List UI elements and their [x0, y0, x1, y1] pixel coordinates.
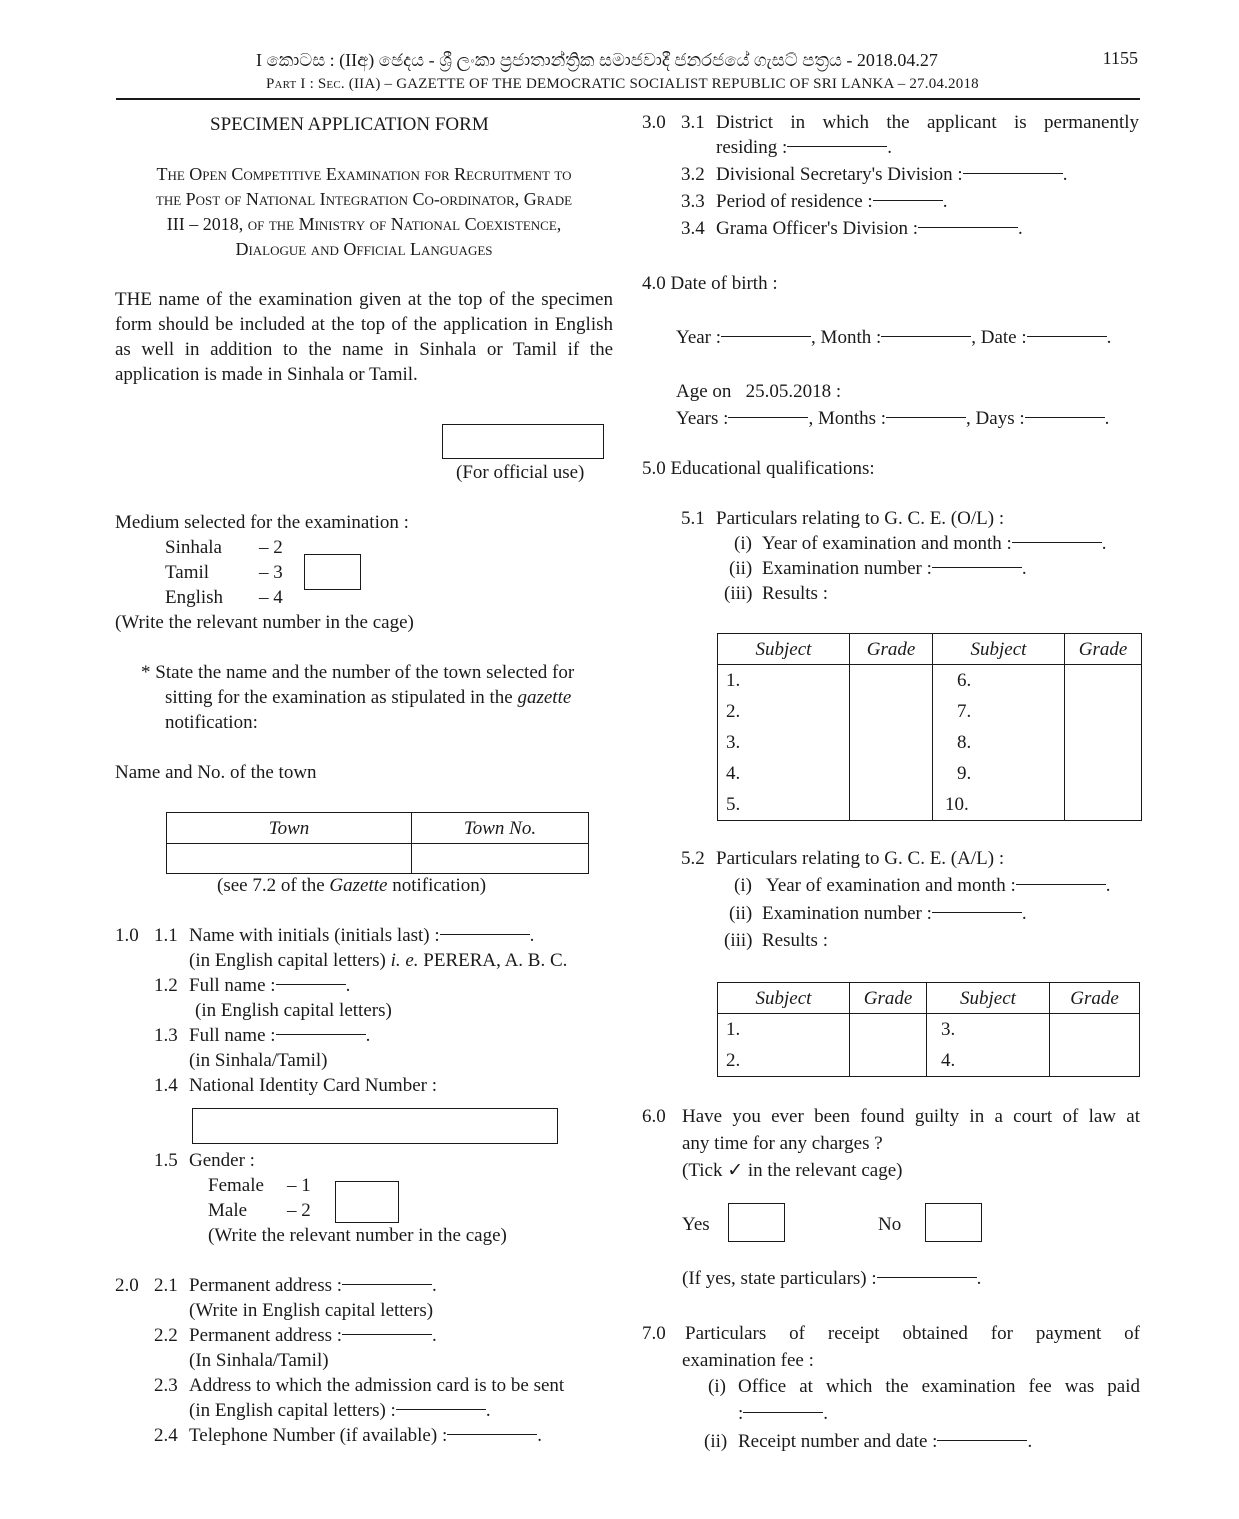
town-note-gazette: Gazette — [329, 875, 388, 896]
fill-line[interactable] — [743, 1402, 823, 1413]
check-icon: ✓ — [727, 1160, 744, 1181]
al-grade-cell[interactable] — [850, 1045, 927, 1077]
medium-code: – 2 — [259, 537, 283, 558]
conviction-question: Have you ever been found guilty in a court of law at — [682, 1106, 1140, 1127]
gender-option: Male — [208, 1200, 248, 1221]
ol-grade-cell[interactable] — [1065, 789, 1142, 821]
field-label: Examination number : — [762, 903, 932, 924]
item-number: 3.1 — [681, 112, 705, 133]
al-grade-header: Grade — [850, 983, 927, 1014]
table-row — [718, 665, 1142, 697]
sub-number: (iii) — [724, 930, 753, 951]
age-on-label: Age on 25.05.2018 : — [676, 381, 842, 402]
al-grade-cell[interactable] — [850, 1014, 927, 1046]
telephone-label: Telephone Number (if available) : . — [189, 1425, 542, 1446]
al-subject-cell[interactable]: 2. — [718, 1045, 850, 1077]
al-title: Particulars relating to G. C. E. (A/L) : — [716, 848, 1005, 869]
field-label: (in English capital letters) : — [189, 1400, 396, 1421]
al-subject-cell[interactable]: 1. — [718, 1014, 850, 1046]
al-subject-cell[interactable]: 4. — [927, 1045, 1050, 1077]
header-sinhala-line: I කොටස : (IIඅ) ඡෙදය - ශ්‍රී ලංකා ප්‍රජාතාන්ත්‍රික සමාජවාදී ජනරජයේ ගැසට් පත්‍රය - 2018.04.27 — [256, 50, 938, 70]
table-row — [718, 758, 1142, 789]
age-line: Years : , Months : , Days : . — [676, 408, 1110, 429]
fee-office-label: Office at which the examination fee was paid — [738, 1376, 1140, 1397]
fill-line[interactable] — [447, 1424, 537, 1435]
exam-title — [115, 162, 613, 262]
age-years-label: Years : — [676, 408, 729, 429]
table-row — [718, 1014, 1140, 1046]
fill-line[interactable] — [276, 974, 346, 985]
ol-subject-cell[interactable]: 5. — [718, 789, 850, 821]
name-with-initials-label: Name with initials (initials last) : . — [189, 925, 535, 946]
al-grade-header: Grade — [1050, 983, 1140, 1014]
medium-option: Tamil — [165, 562, 210, 583]
ol-grade-cell[interactable] — [850, 727, 933, 758]
page-header — [116, 44, 1140, 104]
fill-line[interactable] — [932, 902, 1022, 913]
item-number: 1.2 — [154, 975, 178, 996]
field-label: Telephone Number (if available) : — [189, 1425, 448, 1446]
fill-line[interactable] — [1012, 532, 1102, 543]
medium-cage[interactable] — [304, 554, 361, 590]
ol-grade-cell[interactable] — [850, 665, 933, 697]
medium-code: – 3 — [259, 562, 283, 583]
ol-subject-cell[interactable]: 3. — [718, 727, 850, 758]
no-cage[interactable] — [925, 1203, 982, 1242]
official-use-box — [442, 424, 604, 459]
table-row — [718, 696, 1142, 727]
gender-code: – 2 — [287, 1200, 311, 1221]
intro-paragraph: THE name of the examination given at the top of the specimen form should be included at the top of the application in English as well in addition to the name in Sinhala or Tamil if the application is made in Sinhala or Tamil. — [115, 289, 613, 385]
ol-subject-cell[interactable]: 2. — [718, 696, 850, 727]
fill-line[interactable] — [886, 407, 966, 418]
nic-label: National Identity Card Number : — [189, 1075, 437, 1096]
header-rule — [116, 98, 1140, 100]
town-instruction-line: notification: — [165, 712, 258, 733]
town-instruction-text: sitting for the examination as stipulated in the — [165, 687, 513, 708]
fill-line[interactable] — [728, 407, 808, 418]
town-no-cell[interactable] — [412, 844, 589, 874]
education-title: 5.0 Educational qualifications: — [642, 458, 875, 479]
fee-office-hint: : . — [738, 1403, 829, 1424]
ol-exam-number-label: Examination number : . — [762, 558, 1027, 579]
fill-line[interactable] — [877, 1267, 977, 1278]
permanent-address-english-label: Permanent address : . — [189, 1275, 437, 1296]
ol-grade-cell[interactable] — [850, 789, 933, 821]
field-label: Period of residence : — [716, 191, 873, 212]
exam-title-line: The Open Competitive Examination for Recruitment to — [156, 164, 572, 184]
al-results-label: Results : — [762, 930, 828, 951]
tick-text: (Tick — [682, 1160, 723, 1181]
fill-line[interactable] — [1025, 407, 1105, 418]
section-number: 3.0 — [642, 112, 666, 133]
fill-line[interactable] — [873, 190, 943, 201]
medium-note: (Write the relevant number in the cage) — [115, 612, 414, 633]
full-name-english-label: Full name : . — [189, 975, 351, 996]
sub-number: (ii) — [704, 1431, 728, 1452]
yes-cage[interactable] — [728, 1203, 785, 1242]
official-use-label: (For official use) — [456, 462, 585, 483]
item-number: 2.2 — [154, 1325, 178, 1346]
fill-line[interactable] — [963, 163, 1063, 174]
al-subject-header: Subject — [718, 983, 850, 1014]
item-number: 1.1 — [154, 925, 178, 946]
section-number: 1.0 — [115, 925, 139, 946]
item-number: 1.5 — [154, 1150, 178, 1171]
ol-subject-cell[interactable]: 7. — [933, 696, 1065, 727]
field-label: Full name : — [189, 975, 276, 996]
period-of-residence-label: Period of residence : . — [716, 191, 948, 212]
fill-line[interactable] — [721, 326, 811, 337]
item-number: 2.1 — [154, 1275, 178, 1296]
no-label: No — [878, 1214, 902, 1235]
ol-year-label: Year of examination and month : . — [762, 533, 1107, 554]
dob-title: 4.0 Date of birth : — [642, 273, 778, 294]
section-number: 2.0 — [115, 1275, 139, 1296]
admission-address-hint: (in English capital letters) : . — [189, 1400, 491, 1421]
field-hint: (In Sinhala/Tamil) — [189, 1350, 329, 1371]
medium-option: English — [165, 587, 224, 608]
district-label: District in which the applicant is permanently — [716, 112, 1139, 133]
hint-ie: i. e. — [390, 950, 419, 971]
dob-year-label: Year : — [676, 327, 722, 348]
district-hint: residing : . — [716, 137, 892, 158]
town-no-header: Town No. — [412, 813, 589, 844]
medium-option: Sinhala — [165, 537, 222, 558]
ol-subject-cell[interactable]: 8. — [933, 727, 1065, 758]
fill-line[interactable] — [918, 217, 1018, 228]
ol-results-label: Results : — [762, 583, 828, 604]
field-label: Year of examination and month : — [762, 533, 1012, 554]
ol-grade-cell[interactable] — [1065, 665, 1142, 697]
town-note-text: notification) — [392, 875, 487, 896]
field-label: Examination number : — [762, 558, 932, 579]
field-label: Receipt number and date : — [738, 1431, 938, 1452]
item-number: 5.1 — [681, 508, 705, 529]
fill-line[interactable] — [396, 1399, 486, 1410]
field-label: residing : — [716, 137, 788, 158]
town-table — [166, 812, 589, 874]
age-days-label: , Days : — [966, 408, 1025, 429]
sub-number: (i) — [734, 875, 752, 896]
exam-title-line: Dialogue and Official Languages — [235, 239, 493, 259]
item-number: 3.4 — [681, 218, 705, 239]
fill-line[interactable] — [342, 1324, 432, 1335]
al-results-table — [717, 982, 1140, 1077]
town-instruction-line: * State the name and the number of the town selected for — [141, 662, 575, 683]
al-year-label: Year of examination and month : . — [766, 875, 1111, 896]
receipt-title-cont: examination fee : — [682, 1350, 814, 1371]
ol-grade-cell[interactable] — [1065, 696, 1142, 727]
item-number: 5.2 — [681, 848, 705, 869]
ol-subject-cell[interactable]: 6. — [933, 665, 1065, 697]
permanent-address-sinhala-label: Permanent address : . — [189, 1325, 437, 1346]
town-cell[interactable] — [167, 844, 412, 874]
table-row — [718, 727, 1142, 758]
medium-code: – 4 — [259, 587, 283, 608]
sub-number: (i) — [708, 1376, 726, 1397]
al-exam-number-label: Examination number : . — [762, 903, 1027, 924]
age-months-label: , Months : — [808, 408, 887, 429]
ol-grade-cell[interactable] — [1065, 727, 1142, 758]
gender-option: Female — [208, 1175, 264, 1196]
town-table-note — [217, 873, 486, 898]
field-label: Permanent address : — [189, 1325, 343, 1346]
ol-grade-cell[interactable] — [850, 696, 933, 727]
conviction-question-cont: any time for any charges ? — [682, 1133, 883, 1154]
field-label: Name with initials (initials last) : — [189, 925, 440, 946]
al-subject-cell[interactable]: 3. — [927, 1014, 1050, 1046]
nic-box[interactable] — [192, 1108, 558, 1144]
fill-line[interactable] — [881, 326, 971, 337]
dob-date-label: , Date : — [971, 327, 1027, 348]
exam-title-line: III – 2018, of the Ministry of National Coexistence, — [166, 214, 562, 234]
town-note-text: (see 7.2 of the — [217, 875, 325, 896]
ol-results-table — [717, 633, 1142, 821]
ol-grade-cell[interactable] — [1065, 758, 1142, 789]
table-row — [718, 789, 1142, 821]
ol-subject-cell[interactable]: 9. — [933, 758, 1065, 789]
hint-example: PERERA, A. B. C. — [423, 950, 568, 971]
gender-label: Gender : — [189, 1150, 255, 1171]
town-instruction-line — [165, 685, 571, 710]
fill-line[interactable] — [440, 924, 530, 935]
town-header: Town — [167, 813, 412, 844]
divisional-secretary-label: Divisional Secretary's Division : . — [716, 164, 1068, 185]
fill-line[interactable] — [276, 1024, 366, 1035]
fill-line[interactable] — [937, 1430, 1027, 1441]
field-hint — [189, 948, 567, 973]
al-grade-cell[interactable] — [1050, 1045, 1140, 1077]
item-number: 1.3 — [154, 1025, 178, 1046]
receipt-number-label: Receipt number and date : . — [738, 1431, 1033, 1452]
field-label: : — [738, 1403, 744, 1424]
field-label: (If yes, state particulars) : — [682, 1268, 877, 1289]
field-hint: (Write in English capital letters) — [189, 1300, 434, 1321]
town-label: Name and No. of the town — [115, 762, 317, 783]
item-number: 3.3 — [681, 191, 705, 212]
page-number: 1155 — [1102, 48, 1138, 68]
full-name-sinhala-label: Full name : . — [189, 1025, 371, 1046]
dob-line: Year : , Month : , Date : . — [676, 327, 1112, 348]
fill-line[interactable] — [342, 1274, 432, 1285]
town-instruction-gazette: gazette — [517, 687, 572, 708]
sub-number: (ii) — [729, 903, 753, 924]
fill-line[interactable] — [932, 557, 1022, 568]
al-grade-cell[interactable] — [1050, 1014, 1140, 1046]
field-label: Grama Officer's Division : — [716, 218, 918, 239]
medium-label: Medium selected for the examination : — [115, 512, 409, 533]
field-hint: (in English capital letters) — [195, 1000, 392, 1021]
if-yes-label: (If yes, state particulars) : . — [682, 1268, 982, 1289]
sub-number: (i) — [734, 533, 752, 554]
ol-title: Particulars relating to G. C. E. (O/L) : — [716, 508, 1005, 529]
ol-subject-header: Subject — [718, 634, 850, 665]
ol-subject-cell[interactable]: 1. — [718, 665, 850, 697]
dob-month-label: , Month : — [811, 327, 882, 348]
ol-subject-header: Subject — [933, 634, 1065, 665]
section-number: 6.0 — [642, 1106, 666, 1127]
ol-grade-cell[interactable] — [850, 758, 933, 789]
item-number: 2.4 — [154, 1425, 178, 1446]
fill-line[interactable] — [1016, 874, 1106, 885]
grama-officer-label: Grama Officer's Division : . — [716, 218, 1023, 239]
exam-title-line: the Post of National Integration Co-ordinator, Grade — [155, 189, 573, 209]
admission-address-label: Address to which the admission card is to be sent — [189, 1375, 565, 1396]
item-number: 3.2 — [681, 164, 705, 185]
section-number: 7.0 — [642, 1323, 666, 1344]
gender-code: – 1 — [287, 1175, 311, 1196]
sub-number: (ii) — [729, 558, 753, 579]
ol-grade-header: Grade — [1065, 634, 1142, 665]
form-title: SPECIMEN APPLICATION FORM — [210, 114, 489, 135]
fill-line[interactable] — [787, 136, 887, 147]
sub-number: (iii) — [724, 583, 753, 604]
ol-subject-cell[interactable]: 10. — [933, 789, 1065, 821]
receipt-title: Particulars of receipt obtained for payment of — [685, 1323, 1140, 1344]
al-subject-header: Subject — [927, 983, 1050, 1014]
ol-grade-header: Grade — [850, 634, 933, 665]
field-hint: (in Sinhala/Tamil) — [189, 1050, 328, 1071]
gender-note: (Write the relevant number in the cage) — [208, 1225, 507, 1246]
yes-label: Yes — [682, 1214, 710, 1235]
field-label: Divisional Secretary's Division : — [716, 164, 963, 185]
tick-text: in the relevant cage) — [747, 1160, 903, 1181]
field-label: Full name : — [189, 1025, 276, 1046]
hint-text: (in English capital letters) — [189, 950, 386, 971]
field-label: Permanent address : — [189, 1275, 343, 1296]
field-label: Year of examination and month : — [766, 875, 1016, 896]
table-row — [718, 1045, 1140, 1077]
fill-line[interactable] — [1027, 326, 1107, 337]
item-number: 2.3 — [154, 1375, 178, 1396]
tick-instruction — [682, 1158, 902, 1183]
gender-cage[interactable] — [335, 1181, 399, 1223]
ol-subject-cell[interactable]: 4. — [718, 758, 850, 789]
item-number: 1.4 — [154, 1075, 178, 1096]
header-english-line: Part I : Sec. (IIA) – GAZETTE OF THE DEMOCRATIC SOCIALIST REPUBLIC OF SRI LANKA – 27.04.2018 — [266, 76, 979, 92]
